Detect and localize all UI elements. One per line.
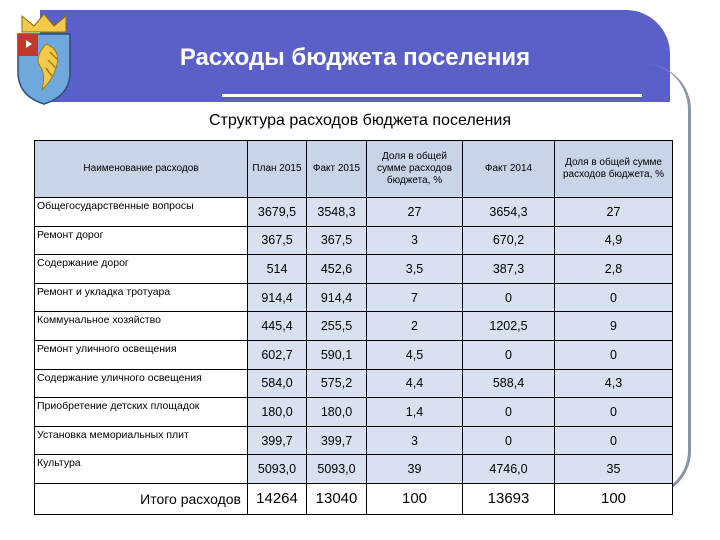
table-row <box>35 312 673 341</box>
table-header-row <box>35 141 673 198</box>
row-name: Приобретение детских площадок <box>35 398 248 427</box>
total-plan-2015: 14264 <box>248 483 307 514</box>
table-row <box>35 226 673 255</box>
cell-plan-2015: 514 <box>248 255 307 284</box>
cell-plan-2015: 180,0 <box>248 398 307 427</box>
total-fact-2014: 13693 <box>463 483 555 514</box>
cell-plan-2015: 399,7 <box>248 426 307 455</box>
cell-share-2015: 27 <box>367 198 463 227</box>
total-share-2015: 100 <box>367 483 463 514</box>
page-title: Расходы бюджета поселения <box>179 44 531 71</box>
header-fact-2014: Факт 2014 <box>463 141 555 198</box>
cell-share-2015: 2 <box>367 312 463 341</box>
cell-plan-2015: 367,5 <box>248 226 307 255</box>
cell-fact-2014: 0 <box>463 340 555 369</box>
cell-fact-2014: 0 <box>463 398 555 427</box>
table-row <box>35 398 673 427</box>
cell-share-2014: 0 <box>555 426 673 455</box>
cell-fact-2015: 590,1 <box>307 340 367 369</box>
cell-fact-2014: 0 <box>463 426 555 455</box>
cell-fact-2015: 575,2 <box>307 369 367 398</box>
cell-share-2014: 4,9 <box>555 226 673 255</box>
cell-plan-2015: 3679,5 <box>248 198 307 227</box>
cell-plan-2015: 602,7 <box>248 340 307 369</box>
cell-share-2015: 4,5 <box>367 340 463 369</box>
cell-fact-2014: 0 <box>463 283 555 312</box>
cell-fact-2015: 3548,3 <box>307 198 367 227</box>
cell-fact-2015: 255,5 <box>307 312 367 341</box>
table-row <box>35 455 673 484</box>
table-row <box>35 340 673 369</box>
cell-plan-2015: 5093,0 <box>248 455 307 484</box>
cell-fact-2015: 5093,0 <box>307 455 367 484</box>
cell-share-2014: 27 <box>555 198 673 227</box>
cell-plan-2015: 445,4 <box>248 312 307 341</box>
cell-share-2014: 35 <box>555 455 673 484</box>
table-caption: Структура расходов бюджета поселения <box>208 112 511 129</box>
cell-fact-2014: 387,3 <box>463 255 555 284</box>
cell-plan-2015: 584,0 <box>248 369 307 398</box>
cell-fact-2015: 367,5 <box>307 226 367 255</box>
header-fact-2015: Факт 2015 <box>307 141 367 198</box>
cell-fact-2014: 588,4 <box>463 369 555 398</box>
total-share-2014: 100 <box>555 483 673 514</box>
coat-of-arms-icon <box>12 10 76 106</box>
table-row <box>35 198 673 227</box>
row-name: Общегосударственные вопросы <box>35 198 248 227</box>
row-name: Коммунальное хозяйство <box>35 312 248 341</box>
table-row <box>35 283 673 312</box>
cell-fact-2015: 180,0 <box>307 398 367 427</box>
total-label: Итого расходов <box>35 483 248 514</box>
row-name: Содержание уличного освещения <box>35 369 248 398</box>
header-share-2015: Доля в общей сумме расходов бюджета, % <box>367 141 463 198</box>
total-fact-2015: 13040 <box>307 483 367 514</box>
cell-share-2015: 3 <box>367 226 463 255</box>
budget-table <box>34 140 673 515</box>
cell-fact-2015: 399,7 <box>307 426 367 455</box>
cell-share-2014: 0 <box>555 283 673 312</box>
cell-share-2015: 3 <box>367 426 463 455</box>
header-share-2014: Доля в общей сумме расходов бюджета, % <box>555 141 673 198</box>
header-expense-name: Наименование расходов <box>35 141 248 198</box>
row-name: Ремонт дорог <box>35 226 248 255</box>
row-name: Установка мемориальных плит <box>35 426 248 455</box>
row-name: Ремонт уличного освещения <box>35 340 248 369</box>
cell-fact-2014: 4746,0 <box>463 455 555 484</box>
cell-fact-2014: 3654,3 <box>463 198 555 227</box>
cell-share-2015: 1,4 <box>367 398 463 427</box>
cell-share-2015: 3,5 <box>367 255 463 284</box>
cell-fact-2014: 1202,5 <box>463 312 555 341</box>
cell-fact-2015: 452,6 <box>307 255 367 284</box>
cell-share-2014: 9 <box>555 312 673 341</box>
table-row <box>35 255 673 284</box>
cell-fact-2014: 670,2 <box>463 226 555 255</box>
row-name: Культура <box>35 455 248 484</box>
cell-share-2015: 4,4 <box>367 369 463 398</box>
cell-plan-2015: 914,4 <box>248 283 307 312</box>
header-plan-2015: План 2015 <box>248 141 307 198</box>
table-row <box>35 369 673 398</box>
row-name: Ремонт и укладка тротуара <box>35 283 248 312</box>
cell-share-2015: 39 <box>367 455 463 484</box>
cell-share-2014: 0 <box>555 398 673 427</box>
cell-share-2014: 2,8 <box>555 255 673 284</box>
table-row <box>35 426 673 455</box>
cell-share-2015: 7 <box>367 283 463 312</box>
row-name: Содержание дорог <box>35 255 248 284</box>
cell-share-2014: 4,3 <box>555 369 673 398</box>
cell-fact-2015: 914,4 <box>307 283 367 312</box>
table-total-row <box>35 483 673 514</box>
cell-share-2014: 0 <box>555 340 673 369</box>
